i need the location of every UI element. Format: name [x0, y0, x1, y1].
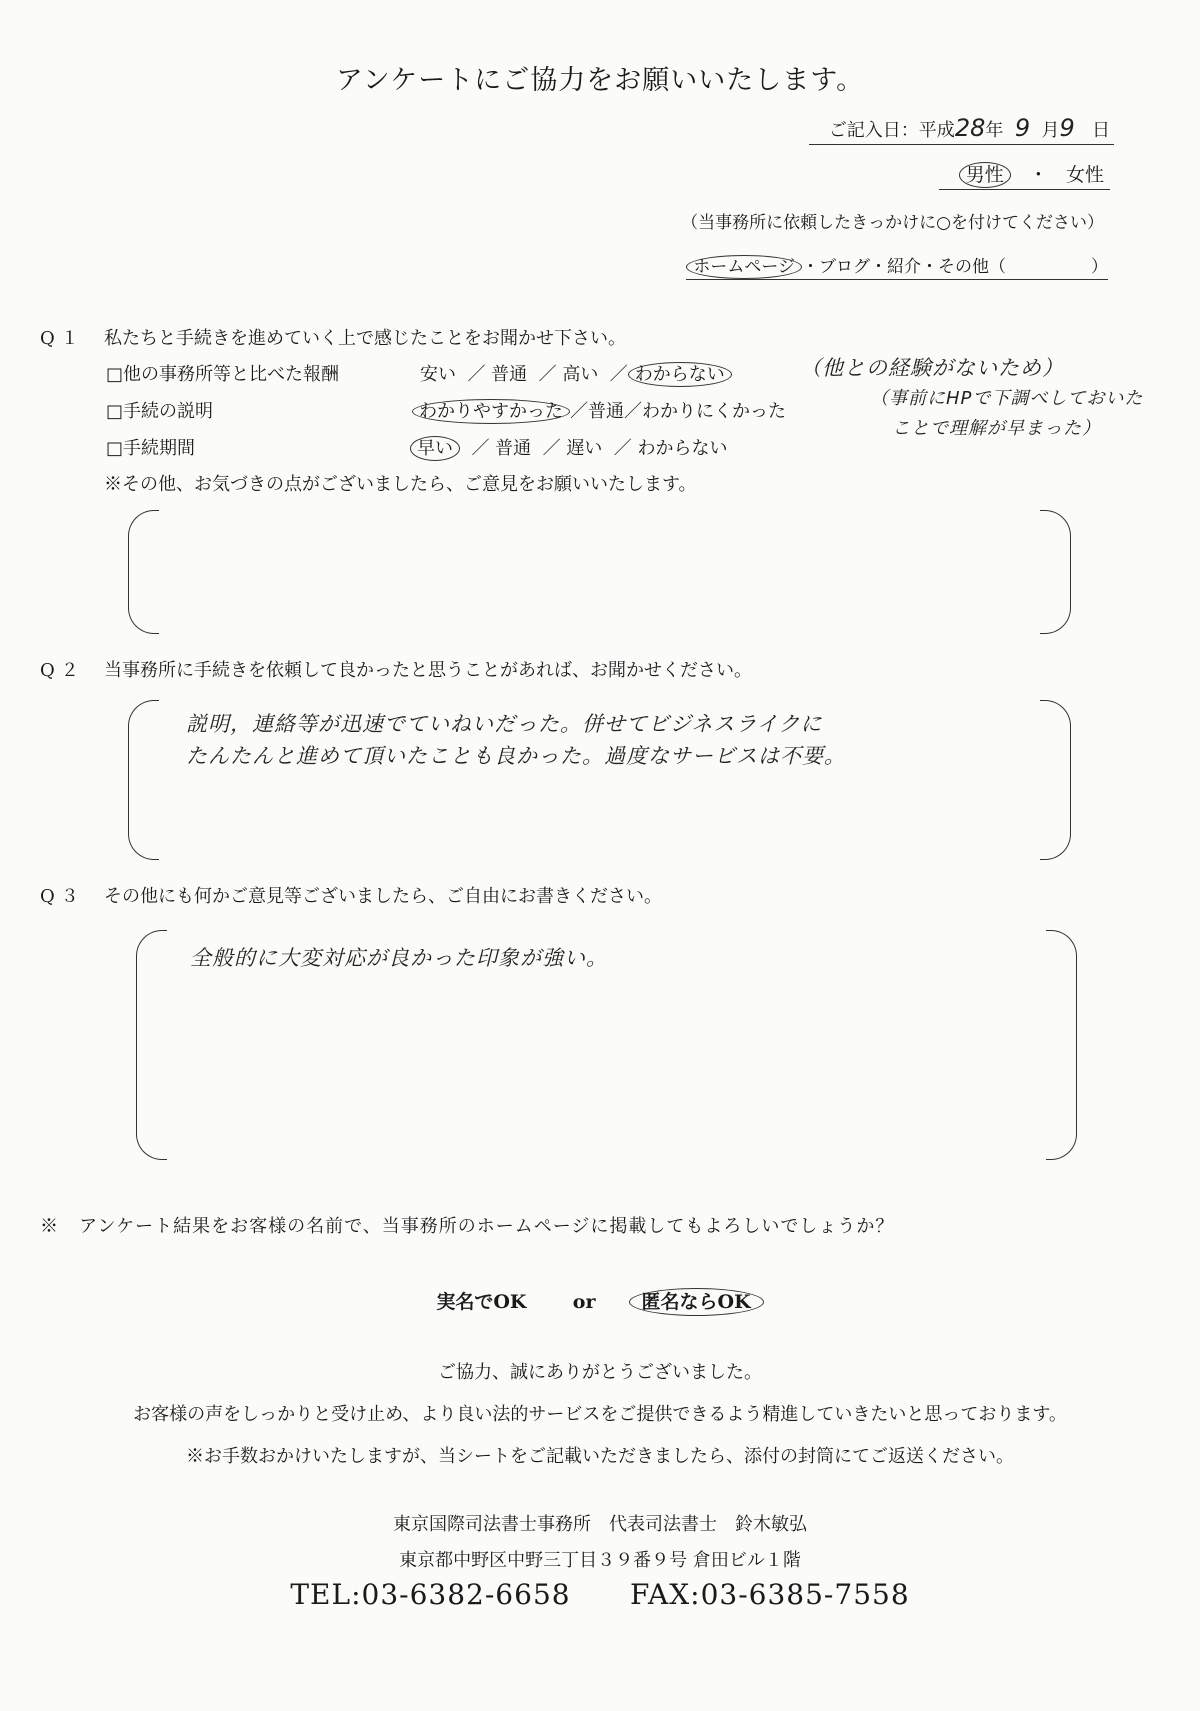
option-anonymous-selected[interactable]: 匿名ならOK	[629, 1288, 764, 1316]
option-clear-selected[interactable]: わかりやすかった	[412, 399, 570, 424]
date-month[interactable]: 9	[1014, 114, 1031, 142]
office-address: 東京都中野区中野三丁目３９番９号 倉田ビル１階	[399, 1550, 801, 1571]
q1-row-period-options: 早い ／ 普通 ／ 遅い ／ わからない	[410, 434, 728, 460]
q2-answer-line1[interactable]: 説明，連絡等が迅速でていねいだった。併せてビジネスライクに	[186, 712, 823, 736]
option-real-name[interactable]: 実名でOK	[436, 1291, 527, 1313]
q3-question: その他にも何かご意見等ございましたら、ご自由にお書きください。	[104, 886, 662, 907]
date-year-unit: 年	[985, 120, 1004, 141]
reason-option-other[interactable]: その他（ ）	[938, 257, 1108, 277]
publish-question-text: アンケート結果をお客様の名前で、当事務所のホームページに掲載してもよろしいでしょうか？	[79, 1216, 895, 1237]
reason-separator: ・	[870, 257, 887, 277]
q1-row-fee	[106, 360, 339, 386]
q1-answer-box-right	[1040, 510, 1071, 634]
q1-row-fee-options: 安い ／ 普通 ／ 高い ／ わからない	[420, 360, 732, 386]
thanks-line2: お客様の声をしっかりと受け止め、より良い法的サービスをご提供できるよう精進していきたいと思っております。	[133, 1404, 1067, 1425]
q1-answer-area[interactable]	[160, 510, 1030, 632]
q2-label: Q２	[40, 660, 85, 681]
q1-question: 私たちと手続きを進めていく上で感じたことをお聞かせ下さい。	[104, 328, 626, 349]
q1-answer-box-left	[128, 510, 159, 634]
option-normal[interactable]: 普通	[588, 401, 624, 422]
date-day[interactable]: 9	[1059, 114, 1075, 142]
reason-option-homepage[interactable]: ホームページ	[686, 255, 802, 279]
option-normal[interactable]: 普通	[495, 438, 532, 459]
q2-answer-box-right	[1040, 700, 1071, 860]
option-normal[interactable]: 普通	[491, 364, 528, 385]
q1-row-explanation-options: わかりやすかった ／普通／わかりにくかった	[412, 397, 786, 423]
gender-female-option[interactable]: 女性	[1065, 164, 1104, 186]
reason-separator: ・	[802, 257, 819, 277]
option-fast-selected[interactable]: 早い	[410, 436, 460, 461]
reason-option-referral[interactable]: 紹介	[887, 257, 921, 277]
q2-question: 当事務所に手続きを依頼して良かったと思うことがあれば、お聞かせください。	[104, 660, 752, 681]
q1-row-explanation	[106, 397, 213, 423]
reason-separator: ・	[921, 257, 938, 277]
entry-date	[809, 114, 1114, 145]
survey-title: アンケートにご協力をお願いいたします。	[335, 65, 865, 96]
gender-separator: ・	[1028, 164, 1048, 186]
date-month-unit: 月	[1041, 120, 1060, 141]
thanks-line3: ※お手数おかけいたしますが、当シートをご記載いただきましたら、添付の封筒にてご返送ください。	[186, 1446, 1014, 1467]
office-contact	[0, 1578, 1200, 1611]
q1-explanation-comment-2: ことで理解が早まった）	[892, 418, 1101, 439]
q2-answer-line2[interactable]: たんたんと進めて頂いたことも良かった。過度なサービスは不要。	[186, 744, 846, 768]
q1-fee-comment: （他との経験がないため）	[800, 356, 1064, 380]
notice-mark: ※	[40, 1216, 59, 1237]
option-expensive[interactable]: 高い	[562, 364, 599, 385]
q3-label: Q３	[40, 886, 85, 907]
q1-explanation-comment: （事前にHPで下調べしておいた	[870, 388, 1144, 409]
office-tel[interactable]: TEL:03-6382-6658	[290, 1578, 571, 1611]
q3-answer[interactable]: 全般的に大変対応が良かった印象が強い。	[190, 946, 608, 970]
date-label: ご記入日：平成	[828, 120, 955, 141]
q1-row-period	[106, 434, 195, 460]
date-day-unit: 日	[1092, 120, 1110, 141]
q1-other-prompt: ※その他、お気づきの点がございましたら、ご意見をお願いいたします。	[104, 474, 697, 495]
gender-male-option[interactable]: 男性	[959, 162, 1011, 188]
q3-answer-box-left	[136, 930, 167, 1160]
option-unknown[interactable]: わからない	[637, 438, 728, 459]
reason-note: （当事務所に依頼したきっかけに○を付けてください）	[681, 213, 1104, 233]
option-unknown-selected[interactable]: わからない	[628, 362, 732, 387]
gender-select	[939, 160, 1110, 190]
option-cheap[interactable]: 安い	[420, 364, 456, 385]
q1-row-explanation-item[interactable]: □手続の説明	[106, 401, 214, 422]
option-or: or	[572, 1291, 596, 1313]
reason-option-blog[interactable]: ブログ	[819, 257, 870, 277]
option-unclear[interactable]: わかりにくかった	[642, 401, 786, 422]
publish-options	[0, 1287, 1200, 1314]
thanks-line1: ご協力、誠にありがとうございました。	[438, 1362, 762, 1383]
q1-row-period-item[interactable]: □手続期間	[106, 438, 196, 459]
office-name: 東京国際司法書士事務所 代表司法書士 鈴木敏弘	[393, 1514, 807, 1535]
date-year[interactable]: 28	[954, 114, 986, 142]
q2-answer-box-left	[128, 700, 159, 860]
option-slow[interactable]: 遅い	[566, 438, 603, 459]
q1-label: Q１	[40, 328, 85, 349]
q3-answer-box-right	[1046, 930, 1077, 1160]
publish-question	[40, 1212, 894, 1238]
reason-options	[686, 252, 1108, 280]
q1-row-fee-item[interactable]: □他の事務所等と比べた報酬	[106, 364, 340, 385]
office-fax: FAX:03-6385-7558	[629, 1578, 910, 1611]
